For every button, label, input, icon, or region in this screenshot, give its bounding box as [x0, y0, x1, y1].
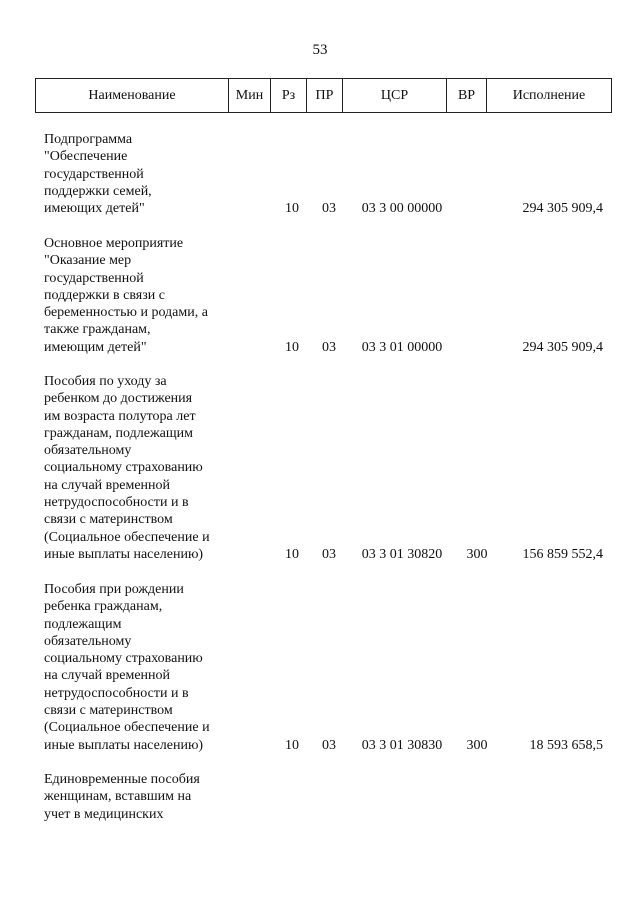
row-sum: 294 305 909,4 — [522, 201, 603, 216]
row-pr: 03 — [322, 201, 336, 216]
header-vr: ВР — [447, 79, 487, 112]
row-name: Единовременные пособия женщинам, вставшим на учет в медицинских — [44, 772, 200, 822]
row-sum: 18 593 658,5 — [529, 738, 603, 753]
row-pr: 03 — [322, 547, 336, 562]
row-vr: 300 — [466, 547, 488, 562]
header-rz: Рз — [271, 79, 307, 112]
row-csr: 03 3 01 30820 — [361, 547, 443, 562]
row-csr: 03 3 01 30830 — [361, 738, 443, 753]
row-name: Подпрограмма "Обеспечение государственной поддержки семей, имеющих детей" — [44, 132, 152, 217]
row-rz: 10 — [285, 201, 299, 216]
header-isp: Исполнение — [512, 87, 586, 103]
row-rz: 10 — [285, 547, 299, 562]
row-vr: 300 — [466, 738, 488, 753]
row-csr: 03 3 01 00000 — [361, 340, 443, 355]
row-pr: 03 — [322, 738, 336, 753]
row-csr: 03 3 00 00000 — [361, 201, 443, 216]
row-name: Основное мероприятие "Оказание мер государственной поддержки в связи с беременностью и родами, а также гражданам, имеющим детей" — [44, 236, 208, 355]
row-rz: 10 — [285, 738, 299, 753]
header-name: Наименование — [36, 79, 229, 112]
row-name: Пособия при рождении ребенка гражданам, подлежащим обязательному социальному страхованию на случай временной нетрудоспособности и в связи с материнством (Социальное обеспечение и иные выплаты населению) — [44, 582, 210, 753]
table-header — [35, 78, 612, 113]
row-rz: 10 — [285, 340, 299, 355]
row-sum: 156 859 552,4 — [522, 547, 603, 562]
header-pr: ПР — [307, 79, 343, 112]
page-number: 53 — [312, 42, 328, 58]
row-pr: 03 — [322, 340, 336, 355]
header-csr: ЦСР — [343, 79, 447, 112]
row-name: Пособия по уходу за ребенком до достижения им возраста полутора лет гражданам, подлежащим обязательному социальному страхованию на случай временной нетрудоспособности и в связи с материнством (Социальное обеспечение и иные выплаты населению) — [44, 374, 210, 562]
row-sum: 294 305 909,4 — [522, 340, 603, 355]
header-min: Мин — [229, 79, 271, 112]
